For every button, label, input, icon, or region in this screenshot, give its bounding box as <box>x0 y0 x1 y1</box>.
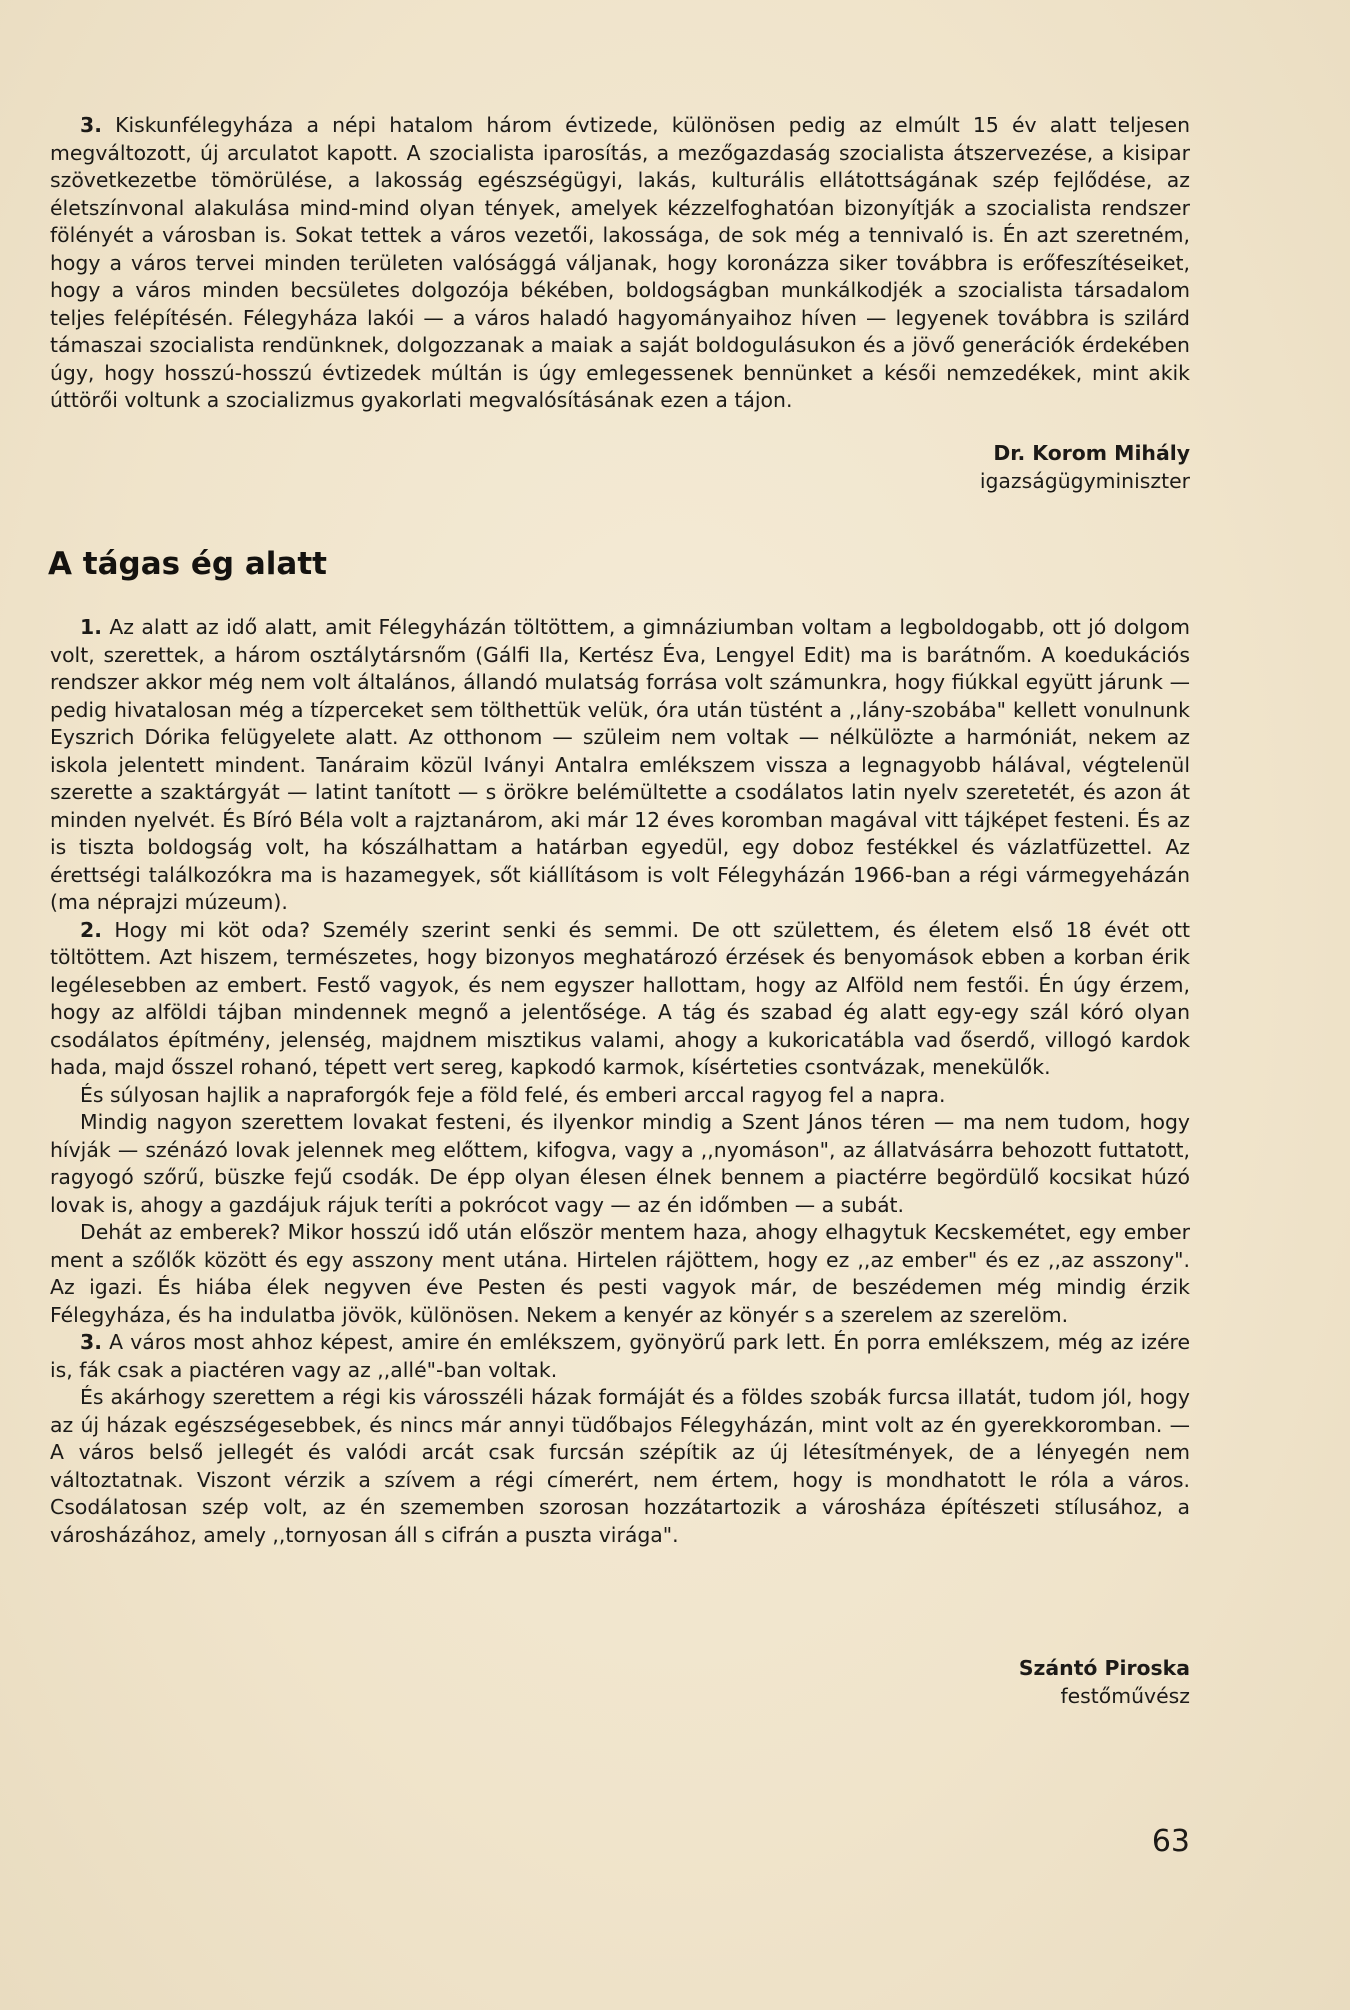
article-body <box>50 614 1190 1549</box>
section-number: 2. <box>80 917 102 942</box>
article-paragraph-3: És súlyosan hajlik a napraforgók feje a föld felé, és emberi arccal ragyog fel a napra. <box>80 1082 946 1107</box>
section-number: 3. <box>80 1330 102 1354</box>
article-paragraph-7: És akárhogy szerettem a régi kis városszéli házak formáját és a földes szobák furcsa illatát, tudom jól, hogy az új házak egészségesebbek, és nincs már annyi tüdőbajos Félegyházán, mint volt az én gyerekkoromban. — A város belső jellegét és valódi arcát csak furcsán szépítik az új létesítmények, de a lényegén nem változtatnak. Viszont vérzik a szívem a régi címerért, nem értem, hogy is mondhatott le róla a város. Csodálatosan szép volt, az én szememben szorosan hozzátartozik a városháza építészeti stílusához, a városházához, amely ,,tornyosan áll s cifrán a puszta virága". <box>50 1385 1190 1547</box>
signature-szanto <box>1019 1655 1190 1710</box>
signature-name: Dr. Korom Mihály <box>993 441 1190 465</box>
article-paragraph-2 <box>50 917 1190 1082</box>
paragraph-text: A város most ahhoz képest, amire én emlékszem, gyönyörű park lett. Én porra emlékszem, még az izére is, fák csak a piactéren vagy az ,,allé"-ban voltak. <box>50 1330 1190 1382</box>
signature-korom <box>980 440 1190 495</box>
signature-title: festőművész <box>1060 1683 1190 1708</box>
statement-text: Kiskunfélegyháza a népi hatalom három évtizede, különösen pedig az elmúlt 15 év alatt teljesen megváltozott, új arculatot kapott. A szocialista iparosítás, a mezőgazdaság szocialista átszervezése, a kisipar szövetkezetbe tömörülése, a lakosság egészségügyi, lakás, kulturális ellátottságának szép fejlődése, az életszínvonal alakulása mind-mind olyan tények, amelyek kézzelfoghatóan bizonyítják a szocialista rendszer fölényét a városban is. Sokat tettek a város vezetői, lakossága, de sok még a tennivaló is. Én azt szeretném, hogy a város tervei minden területen valósággá váljanak, hogy koronázza siker továbbra is erőfeszítéseiket, hogy a város minden becsületes dolgozója békében, boldogságban munkálkodjék a szocialista társadalom teljes felépítésén. Félegyháza lakói — a város haladó hagyományaihoz híven — legyenek továbbra is szilárd támaszai szocialista rendünknek, dolgozzanak a maiak a saját boldogulásukon és a jövő generációk érdekében úgy, hogy hosszú-hosszú évtizedek múltán is úgy emlegessenek bennünket a késői nemzedékek, mint akik úttörői voltunk a szocializmus gyakorlati megvalósításának ezen a tájon. <box>50 113 1190 412</box>
signature-title: igazságügyminiszter <box>979 468 1190 493</box>
article-heading: A tágas ég alatt <box>48 546 327 582</box>
paragraph-text: Hogy mi köt oda? Személy szerint senki és semmi. De ott születtem, és életem első 18 évét ott töltöttem. Azt hiszem, természetes, hogy bizonyos meghatározó érzések és benyomások ebben a korban érik legélesebben az embert. Festő vagyok, és nem egyszer hallottam, hogy az Alföld nem festői. Én úgy érzem, hogy az alföldi tájban mindennek megnő a jelentősége. A tág és szabad ég alatt egy-egy szál kóró olyan csodálatos építmény, jelenség, majdnem misztikus valami, ahogy a kukoricatábla vad őserdő, villogó kardok hada, majd ősszel rohanó, tépett vert sereg, kapkodó karmok, kísérteties csontvázak, menekülők. <box>50 917 1190 1079</box>
article-paragraph-5: Dehát az emberek? Mikor hosszú idő után először mentem haza, ahogy elhagytuk Kecskemétet, egy ember ment a szőlők között és egy asszony ment utána. Hirtelen rájöttem, hogy ez ,,az ember" és ez ,,az asszony". Az igazi. És hiába élek negyven éve Pesten és pesti vagyok már, de beszédemen még mindig érzik Félegyháza, és ha indulatba jövök, különösen. Nekem a kenyér az könyér s a szerelem az szerelöm. <box>50 1220 1190 1327</box>
page-number: 63 <box>1151 1824 1190 1859</box>
article-paragraph-6 <box>50 1329 1190 1384</box>
article-paragraph-1 <box>50 614 1190 917</box>
article-paragraph-4: Mindig nagyon szerettem lovakat festeni, és ilyenkor mindig a Szent János téren — ma nem tudom, hogy hívják — szénázó lovak jelennek meg előttem, kifogva, vagy a ,,nyomáson", az állatvásárra behozott futtatott, ragyogó szőrű, büszke fejű csodák. De épp olyan élesen élnek bennem a piactérre begördülő kocsikat húzó lovak is, ahogy a gazdájuk rájuk teríti a pokrócot vagy — az én időmben — a subát. <box>50 1110 1190 1217</box>
section-3-statement <box>50 112 1190 415</box>
section-number: 1. <box>80 615 102 639</box>
section-number: 3. <box>80 113 102 137</box>
statement-paragraph <box>50 112 1190 415</box>
paragraph-text: Az alatt az idő alatt, amit Félegyházán töltöttem, a gimnáziumban voltam a legboldogabb, ott jó dolgom volt, szerettek, a három osztálytársnőm (Gálfi Ila, Kertész Éva, Lengyel Edit) ma is barátnőm. A koedukációs rendszer akkor még nem volt általános, állandó mulatság forrása volt számunkra, hogy fiúkkal együtt járunk — pedig hivatalosan még a tízperceket sem tölthettük velük, óra után tüstént a ,,lány-szobába" kellett vonulnunk Eyszrich Dórika felügyelete alatt. Az otthonom — szüleim nem voltak — nélkülözte a harmóniát, nekem az iskola jelentett mindent. Tanáraim közül Iványi Antalra emlékszem vissza a legnagyobb hálával, végtelenül szerette a szaktárgyát — latint tanított — s örökre belémültette a csodálatos latin nyelv szeretetét, és azon át minden nyelvét. És Bíró Béla volt a rajztanárom, aki már 12 éves koromban magával vitt tájképet festeni. És az is tiszta boldogság volt, ha kószálhattam a határban egyedül, egy doboz festékkel és vázlatfüzettel. Az érettségi találkozókra ma is hazamegyek, sőt kiállításom is volt Félegyházán 1966-ban a régi vármegyeházán (ma néprajzi múzeum). <box>50 615 1191 914</box>
signature-name: Szántó Piroska <box>1018 1656 1190 1680</box>
